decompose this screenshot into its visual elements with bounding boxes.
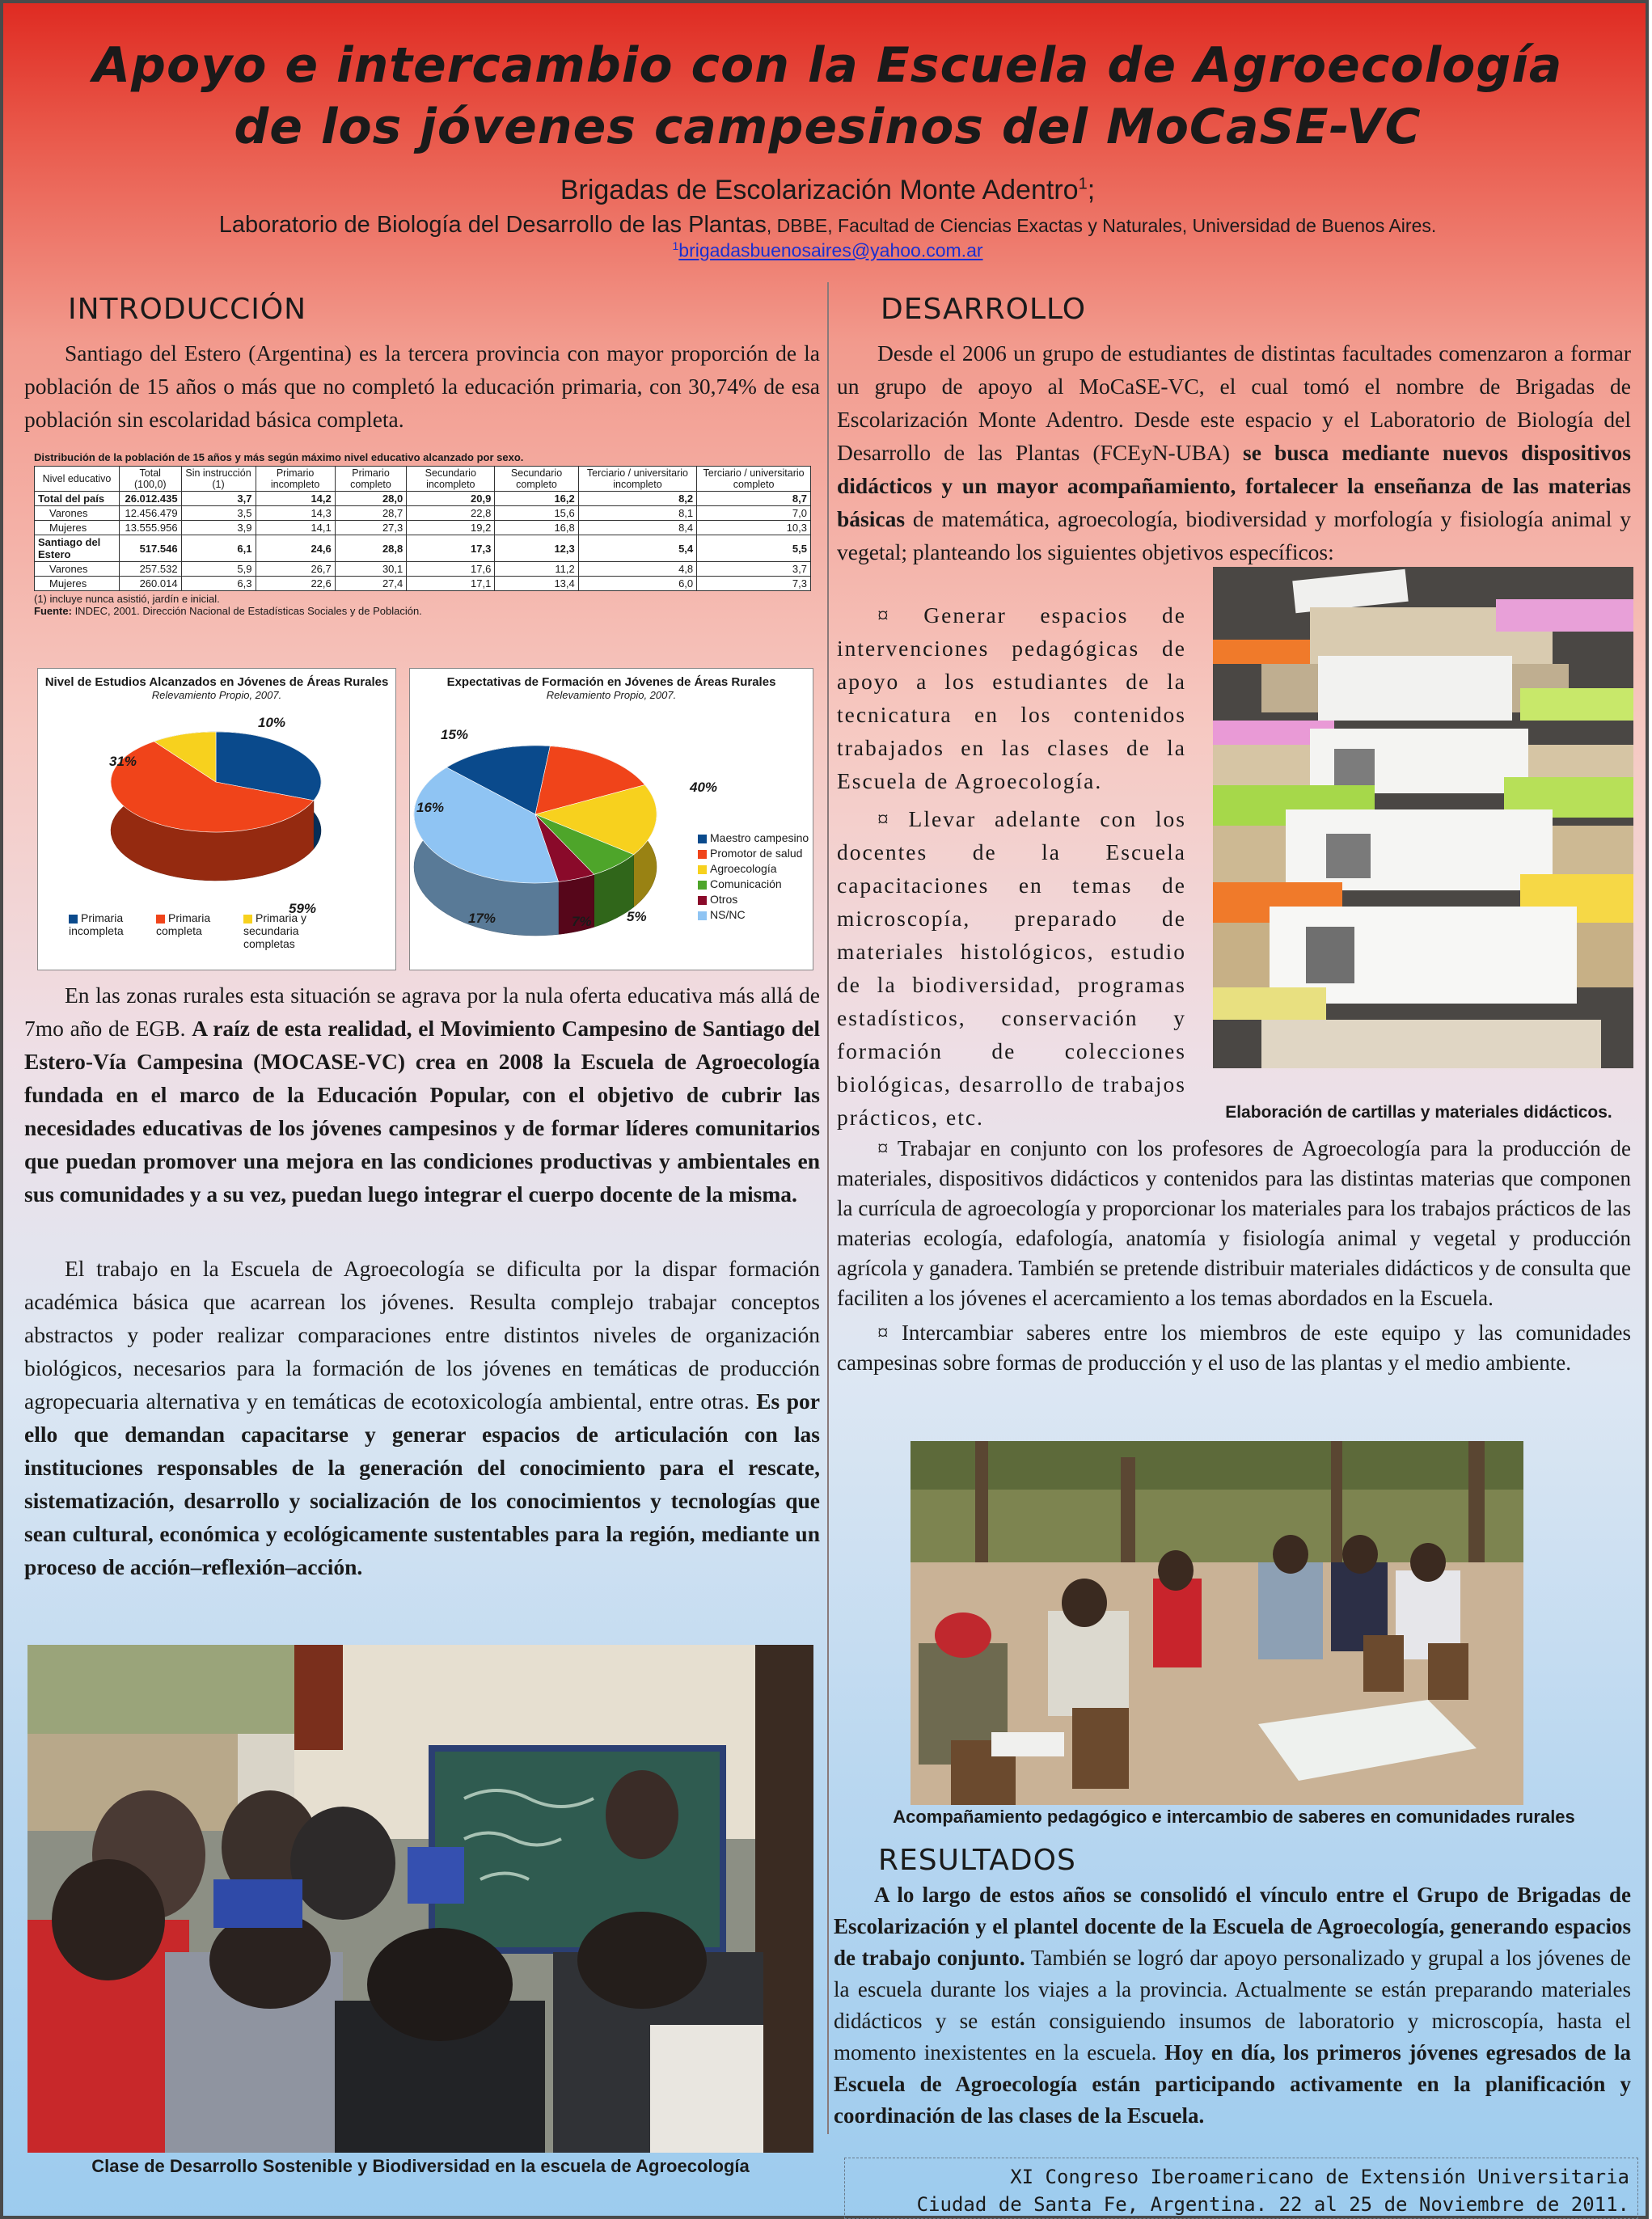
pie-label-1-0: 31% bbox=[109, 754, 137, 769]
legend-label: Primaria incompleta bbox=[69, 911, 124, 937]
table-cell: 6,1 bbox=[181, 535, 256, 562]
table-cell: 6,0 bbox=[578, 577, 696, 591]
resultados-normal-1: También se logró dar apoyo personalizado y grupal a los jóvenes de la escuela durante los viajes a la provincia. Actualmente se están preparando materiales didácticos y se están consiguiendo insumos de laboratorio y microscopía, hasta el momento inexistentes en la escuela. bbox=[834, 1946, 1632, 2065]
table-cell: 14,2 bbox=[256, 492, 335, 506]
legend-swatch bbox=[69, 915, 78, 924]
table-cell: 5,9 bbox=[181, 562, 256, 577]
table-cell: 19,2 bbox=[407, 521, 495, 535]
education-table-block bbox=[34, 451, 814, 617]
chart1-legend bbox=[69, 911, 392, 950]
chart1-subtitle: Relevamiento Propio, 2007. bbox=[151, 689, 282, 701]
table-cell: 8,7 bbox=[697, 492, 811, 506]
table-cell: 7,3 bbox=[697, 577, 811, 591]
chart2-legend bbox=[698, 831, 811, 923]
table-cell: 5,4 bbox=[578, 535, 696, 562]
table-cell: 22,6 bbox=[256, 577, 335, 591]
legend-label: Agroecología bbox=[710, 862, 777, 875]
table-header-cell: Secundario incompleto bbox=[407, 467, 495, 492]
intro-p3-bold: Es por ello que demandan capacitarse y generar espacios de articulación con las instituciones responsables de la generación del conocimiento para el rescate, sistematización, desarrollo y socialización de los conocimientos y tecnologías que sean cultural, económica y ecológicamente sustentables para la región, mediante un proceso de acción–reflexión–acción. bbox=[24, 1388, 820, 1579]
desarrollo-p1-normal: Desde el 2006 un grupo de estudiantes de distintas facultades comenzaron a formar un grupo de apoyo al MoCaSE-VC, el cual tomó el nombre de Brigadas de Escolarización Monte Adentro. Desde este espacio y el Laboratorio de Biología del Desarrollo de las Plantas (FCEyN-UBA) bbox=[837, 340, 1631, 465]
table-header-cell: Terciario / universitario incompleto bbox=[578, 467, 696, 492]
pie-label-2-5: 40% bbox=[690, 780, 718, 795]
table-cell: 3,5 bbox=[181, 506, 256, 521]
resultados-bold-2: Hoy en día, los primeros jóvenes egresados de la Escuela de Agroecología están participando activamente en la planificación y coordinación de las clases de la Escuela. bbox=[834, 2040, 1631, 2128]
pie-label-1-1: 59% bbox=[289, 901, 317, 916]
table-cell: 7,0 bbox=[697, 506, 811, 521]
table-row bbox=[35, 577, 811, 591]
resultados-bold-1: A lo largo de estos años se consolidó el vínculo entre el Grupo de Brigadas de Escolarización y el plantel docente de la Escuela de Agroecología, generando espacios de trabajo conjunto. bbox=[834, 1883, 1631, 1970]
table-cell: 22,8 bbox=[407, 506, 495, 521]
legend-label: Primaria completa bbox=[156, 911, 211, 937]
table-cell: 14,1 bbox=[256, 521, 335, 535]
intro-p2-normal: En las zonas rurales esta situación se agrava por la nula oferta educativa más allá de 7mo año de EGB. bbox=[24, 983, 820, 1041]
table-header-cell: Primario completo bbox=[335, 467, 407, 492]
table-cell: 4,8 bbox=[578, 562, 696, 577]
legend-label: Otros bbox=[710, 893, 738, 906]
laboratory-line bbox=[3, 212, 1652, 239]
classroom-caption: Clase de Desarrollo Sostenible y Biodiversidad en la escuela de Agroecología bbox=[91, 2156, 750, 2176]
classroom-photo bbox=[27, 1645, 813, 2153]
chart2-title: Expectativas de Formación en Jóvenes de Áreas Rurales bbox=[446, 675, 776, 689]
materials-photo bbox=[1213, 567, 1633, 1068]
objectives-list-top bbox=[837, 598, 1186, 1134]
objective-item-1 bbox=[837, 598, 1186, 797]
laboratory-detail: , DBBE, Facultad de Ciencias Exactas y Naturales, Universidad de Buenos Aires. bbox=[766, 215, 1437, 236]
table-cell: Mujeres bbox=[35, 577, 120, 591]
objective-text-2: Llevar adelante con los docentes de la Escuela capacitaciones en temas de microscopía, preparado de materiales histológicos, estudio de la biodiversidad, programas estadísticos, conservación y formación de colecciones biológicas, desarrollo de trabajos prácticos, etc. bbox=[837, 806, 1186, 1130]
table-cell: 28,7 bbox=[335, 506, 407, 521]
legend-item-2-0 bbox=[698, 831, 811, 846]
legend-label: NS/NC bbox=[710, 908, 746, 921]
legend-swatch bbox=[156, 915, 165, 924]
intro-heading: INTRODUCCIÓN bbox=[68, 293, 307, 326]
legend-swatch bbox=[698, 865, 707, 874]
desarrollo-p1-tail: de matemática, agroecología, biodiversidad y morfología y fisiología animal y vegetal; planteando los siguientes objetivos específicos: bbox=[837, 506, 1631, 564]
table-row bbox=[35, 506, 811, 521]
table-header-cell: Primario incompleto bbox=[256, 467, 335, 492]
pie-label-2-0: 15% bbox=[441, 727, 469, 742]
table-cell: Varones bbox=[35, 506, 120, 521]
legend-swatch bbox=[698, 896, 707, 905]
legend-item-2-4 bbox=[698, 892, 811, 907]
objective-item-2 bbox=[837, 802, 1186, 1134]
table-cell: Santiago del Estero bbox=[35, 535, 120, 562]
table-cell: 10,3 bbox=[697, 521, 811, 535]
chart2-svg bbox=[410, 717, 718, 960]
objective-item-4 bbox=[837, 1318, 1631, 1378]
legend-item-1-0 bbox=[69, 911, 146, 937]
community-photo-illustration bbox=[911, 1441, 1523, 1805]
community-photo bbox=[911, 1441, 1523, 1805]
legend-label: Promotor de salud bbox=[710, 847, 803, 860]
table-cell: 28,0 bbox=[335, 492, 407, 506]
legend-item-2-5 bbox=[698, 907, 811, 923]
objective-text-1: Generar espacios de intervenciones pedagógicas de apoyo a los estudiantes de la tecnicatura en los contenidos trabajados en las clases de la Escuela de Agroecología. bbox=[837, 602, 1186, 793]
laboratory-name: Laboratorio de Biología del Desarrollo de las Plantas bbox=[218, 212, 767, 238]
table-cell: 30,1 bbox=[335, 562, 407, 577]
table-source bbox=[34, 605, 814, 617]
legend-label: Maestro campesino bbox=[710, 831, 809, 844]
chart1-svg bbox=[38, 709, 395, 919]
objective-bullet-4: ¤ bbox=[877, 1321, 889, 1345]
table-header-cell: Nivel educativo bbox=[35, 467, 120, 492]
pie-label-2-2: 17% bbox=[468, 911, 496, 926]
table-cell: 28,8 bbox=[335, 535, 407, 562]
table-cell: 16,2 bbox=[495, 492, 578, 506]
pie-label-2-4: 5% bbox=[627, 909, 647, 924]
legend-item-1-2 bbox=[243, 911, 321, 950]
pie-label-1-2: 10% bbox=[258, 715, 286, 730]
materials-photo-illustration bbox=[1213, 567, 1633, 1068]
table-cell: Varones bbox=[35, 562, 120, 577]
organization-footnote-mark: 1 bbox=[1078, 175, 1088, 193]
table-row bbox=[35, 492, 811, 506]
table-cell: 26.012.435 bbox=[119, 492, 181, 506]
table-cell: Total del país bbox=[35, 492, 120, 506]
table-cell: 26,7 bbox=[256, 562, 335, 577]
table-cell: 5,5 bbox=[697, 535, 811, 562]
desarrollo-paragraph-1 bbox=[837, 336, 1631, 568]
intro-paragraph-2 bbox=[24, 978, 820, 1211]
email-footnote-mark: 1 bbox=[672, 239, 679, 252]
table-cell: 260.014 bbox=[119, 577, 181, 591]
table-row bbox=[35, 562, 811, 577]
chart1-title: Nivel de Estudios Alcanzados en Jóvenes de Áreas Rurales bbox=[44, 675, 389, 689]
pie-label-2-1: 16% bbox=[416, 800, 445, 815]
footer-line-2: Ciudad de Santa Fe, Argentina. 22 al 25 de Noviembre de 2011. bbox=[916, 2193, 1629, 2216]
table-header-row bbox=[35, 467, 811, 492]
table-cell: 13.555.956 bbox=[119, 521, 181, 535]
email-line bbox=[3, 239, 1652, 262]
intro-p3-normal: El trabajo en la Escuela de Agroecología se dificulta por la dispar formación académica básica que acarrean los jóvenes. Resulta complejo trabajar conceptos abstractos y poder realizar comparaciones entre distintos niveles de organización biológicos, necesarios para la formación de los jóvenes en temáticas de producción agropecuaria alternativa y en temáticas de ecotoxicología ambiental, entre otras. bbox=[24, 1256, 820, 1414]
email-link[interactable]: brigadasbuenosaires@yahoo.com.ar bbox=[678, 239, 983, 261]
table-cell: 20,9 bbox=[407, 492, 495, 506]
table-row bbox=[35, 535, 811, 562]
table-cell: 8,2 bbox=[578, 492, 696, 506]
legend-swatch bbox=[698, 835, 707, 843]
table-cell: 17,3 bbox=[407, 535, 495, 562]
legend-label: Primaria y secundaria completas bbox=[243, 911, 307, 950]
legend-item-1-1 bbox=[156, 911, 234, 937]
objective-bullet-2: ¤ bbox=[877, 806, 890, 831]
legend-item-2-2 bbox=[698, 861, 811, 877]
objectives-list-bottom bbox=[837, 1134, 1631, 1378]
education-table bbox=[34, 466, 811, 591]
table-cell: 11,2 bbox=[495, 562, 578, 577]
table-cell: 8,1 bbox=[578, 506, 696, 521]
objective-bullet-1: ¤ bbox=[877, 602, 890, 628]
legend-item-2-3 bbox=[698, 877, 811, 892]
column-divider bbox=[827, 282, 829, 2134]
table-cell: 16,8 bbox=[495, 521, 578, 535]
intro-paragraph-1 bbox=[24, 336, 820, 436]
objective-text-4: Intercambiar saberes entre los miembros de este equipo y las comunidades campesinas sobre formas de producción y el uso de las plantas y el medio ambiente. bbox=[837, 1321, 1631, 1375]
legend-swatch bbox=[698, 911, 707, 920]
legend-swatch bbox=[243, 915, 252, 924]
organization-name: Brigadas de Escolarización Monte Adentro bbox=[560, 175, 1079, 205]
intro-paragraph-3 bbox=[24, 1252, 820, 1583]
table-cell: 13,4 bbox=[495, 577, 578, 591]
table-cell: 24,6 bbox=[256, 535, 335, 562]
table-source-label: Fuente: bbox=[34, 605, 72, 617]
table-header-cell: Total (100,0) bbox=[119, 467, 181, 492]
table-cell: 3,7 bbox=[697, 562, 811, 577]
table-cell: 3,7 bbox=[181, 492, 256, 506]
table-row bbox=[35, 521, 811, 535]
table-header-cell: Terciario / universitario completo bbox=[697, 467, 811, 492]
objective-bullet-3: ¤ bbox=[877, 1136, 889, 1160]
objective-text-3: Trabajar en conjunto con los profesores de Agroecología para la producción de materiales, dispositivos didácticos y contenidos para las distintas materias que componen la currícula de agroecología y proporcionar los materiales para los trabajos prácticos de las materias ecología, edafología, anatomía y fisiología animal y vegetal y producción agrícola y ganadera. También se pretende distribuir materiales didácticos y de consulta que faciliten a los jóvenes el acercamiento a los temas abordados en la Escuela. bbox=[837, 1136, 1631, 1310]
table-cell: 27,4 bbox=[335, 577, 407, 591]
table-header-cell: Secundario completo bbox=[495, 467, 578, 492]
footer-line-1: XI Congreso Iberoamericano de Extensión Universitaria bbox=[1010, 2166, 1629, 2188]
table-header-cell: Sin instrucción (1) bbox=[181, 467, 256, 492]
table-body bbox=[35, 492, 811, 591]
desarrollo-heading: DESARROLLO bbox=[881, 293, 1087, 326]
table-source-text: INDEC, 2001. Dirección Nacional de Estadísticas Sociales y de Población. bbox=[71, 605, 422, 617]
table-cell: 17,1 bbox=[407, 577, 495, 591]
objective-item-3 bbox=[837, 1134, 1631, 1313]
table-cell: 15,6 bbox=[495, 506, 578, 521]
table-note: (1) incluye nunca asistió, jardín e inicial. bbox=[34, 593, 220, 605]
classroom-photo-illustration bbox=[27, 1645, 813, 2153]
resultados-heading: RESULTADOS bbox=[878, 1844, 1076, 1877]
community-caption: Acompañamiento pedagógico e intercambio de saberes en comunidades rurales bbox=[893, 1807, 1575, 1827]
table-cell: 27,3 bbox=[335, 521, 407, 535]
table-cell: Mujeres bbox=[35, 521, 120, 535]
chart2-subtitle: Relevamiento Propio, 2007. bbox=[546, 689, 677, 701]
organization-suffix: ; bbox=[1087, 175, 1096, 205]
table-cell: 17,6 bbox=[407, 562, 495, 577]
poster-title-line2: de los jóvenes campesinos del MoCaSE-VC bbox=[234, 99, 1422, 155]
legend-swatch bbox=[698, 881, 707, 890]
chart-training-expectations bbox=[409, 668, 813, 970]
organization-line bbox=[3, 175, 1652, 206]
table-cell: 12.456.479 bbox=[119, 506, 181, 521]
pie-label-2-3: 7% bbox=[572, 914, 592, 929]
table-cell: 6,3 bbox=[181, 577, 256, 591]
table-cell: 12,3 bbox=[495, 535, 578, 562]
intro-p1-text: Santiago del Estero (Argentina) es la tercera provincia con mayor proporción de la población de 15 años o más que no completó la educación primaria, con 30,74% de esa población sin escolaridad básica completa. bbox=[24, 340, 820, 432]
footer-conference bbox=[844, 2158, 1638, 2219]
legend-item-2-1 bbox=[698, 846, 811, 861]
desarrollo-p1-bold: se busca mediante nuevos dispositivos didácticos y un mayor acompañamiento, fortalecer la enseñanza de las materias básicas bbox=[837, 440, 1632, 531]
intro-p2-bold: A raíz de esta realidad, el Movimiento Campesino de Santiago del Estero-Vía Campesina (MOCASE-VC) crea en 2008 la Escuela de Agroecología fundada en el marco de la Educación Popular, con el objetivo de cubrir las necesidades educativas de los jóvenes campesinos y de formar líderes comunitarios que puedan promover una mejora en las condiciones productivas y ambientales en sus comunidades y a su vez, puedan luego integrar el cuerpo docente de la misma. bbox=[24, 1016, 820, 1207]
chart-education-level bbox=[37, 668, 396, 970]
poster-title-line1: Apoyo e intercambio con la Escuela de Agroecología bbox=[92, 37, 1563, 94]
legend-label: Comunicación bbox=[710, 877, 782, 890]
table-cell: 3,9 bbox=[181, 521, 256, 535]
table-title: Distribución de la población de 15 años y más según máximo nivel educativo alcanzado por sexo. bbox=[34, 451, 524, 463]
table-cell: 14,3 bbox=[256, 506, 335, 521]
legend-swatch bbox=[698, 850, 707, 859]
resultados-paragraph bbox=[834, 1879, 1631, 2132]
table-cell: 8,4 bbox=[578, 521, 696, 535]
table-cell: 257.532 bbox=[119, 562, 181, 577]
materials-caption: Elaboración de cartillas y materiales didácticos. bbox=[1225, 1103, 1612, 1122]
table-cell: 517.546 bbox=[119, 535, 181, 562]
